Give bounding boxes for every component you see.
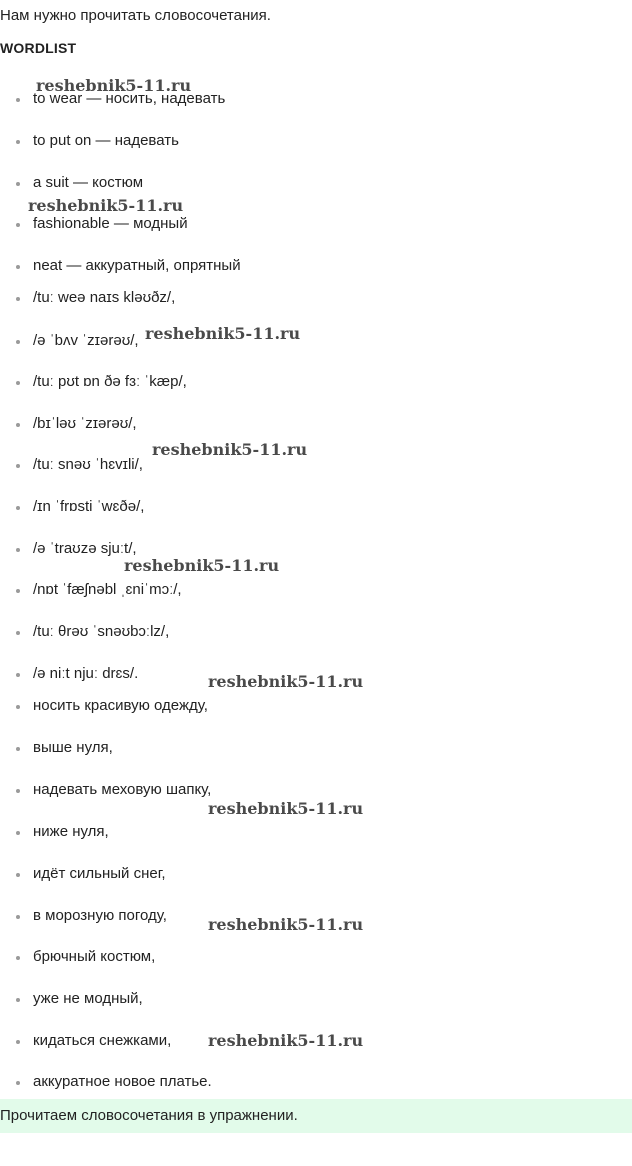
watermark: reshebnik5-11.ru bbox=[208, 1031, 364, 1050]
intro-text: Нам нужно прочитать словосочетания. bbox=[0, 7, 271, 24]
bullet-icon bbox=[16, 631, 20, 635]
page: Нам нужно прочитать словосочетания. WORDLIST to wear — носить, надевать to put on — надевать a suit — костюм fashionable — модный neat — аккуратный, опрятный /tuː weə naɪs kləʊðz/, /ə ˈbʌv ˈzɪərəʊ/, /tuː pʊt ɒn ðə fɜː ˈkæp/, /bɪˈləʊ ˈzɪərəʊ/, /tuː snəʊ ˈhɛvɪli/, /ɪn ˈfrɒsti ˈwɛðə/, /ə ˈtraʊzə sjuːt/, /nɒt ˈfæʃnəbl ˌɛniˈmɔː/, /tuː θrəʊ ˈsnəʊbɔːlz/, /ə niːt njuː drɛs/. носить красивую одежду, выше нуля, надевать меховую шапку, ниже нуля, идёт сильный снег, в морозную погоду, брючный костюм, уже не модный, кидаться снежками, аккуратное новое платье. reshebnik5-11.ru reshebnik5-11.ru reshebnik5-11.ru reshebnik5-11.ru reshebnik5-11.ru reshebnik5-11.ru reshebnik5-11.ru reshebnik5-11.ru reshebnik5-11.ru Прочитаем словосочетания в упражнении. bbox=[0, 0, 632, 1166]
bullet-icon bbox=[16, 956, 20, 960]
bullet-icon bbox=[16, 873, 20, 877]
wordlist-heading: WORDLIST bbox=[0, 40, 77, 56]
bullet-icon bbox=[16, 223, 20, 227]
watermark: reshebnik5-11.ru bbox=[145, 324, 301, 343]
bullet-icon bbox=[16, 265, 20, 269]
bullet-icon bbox=[16, 182, 20, 186]
bullet-icon bbox=[16, 705, 20, 709]
bullet-icon bbox=[16, 423, 20, 427]
bullet-icon bbox=[16, 548, 20, 552]
bullet-icon bbox=[16, 998, 20, 1002]
bullet-icon bbox=[16, 464, 20, 468]
bullet-icon bbox=[16, 673, 20, 677]
bullet-icon bbox=[16, 381, 20, 385]
bullet-icon bbox=[16, 789, 20, 793]
bullet-icon bbox=[16, 589, 20, 593]
summary-text: Прочитаем словосочетания в упражнении. bbox=[0, 1107, 298, 1124]
watermark: reshebnik5-11.ru bbox=[208, 672, 364, 691]
bullet-icon bbox=[16, 98, 20, 102]
summary-box bbox=[0, 1099, 632, 1133]
bullet-icon bbox=[16, 1040, 20, 1044]
watermark: reshebnik5-11.ru bbox=[208, 915, 364, 934]
bullet-icon bbox=[16, 831, 20, 835]
bullet-icon bbox=[16, 340, 20, 344]
watermark: reshebnik5-11.ru bbox=[36, 76, 192, 95]
bullet-icon bbox=[16, 915, 20, 919]
bullet-icon bbox=[16, 1081, 20, 1085]
watermark: reshebnik5-11.ru bbox=[208, 799, 364, 818]
bullet-icon bbox=[16, 297, 20, 301]
watermark: reshebnik5-11.ru bbox=[124, 556, 280, 575]
watermark: reshebnik5-11.ru bbox=[152, 440, 308, 459]
bullet-icon bbox=[16, 747, 20, 751]
watermark: reshebnik5-11.ru bbox=[28, 196, 184, 215]
bullet-icon bbox=[16, 140, 20, 144]
bullet-icon bbox=[16, 506, 20, 510]
